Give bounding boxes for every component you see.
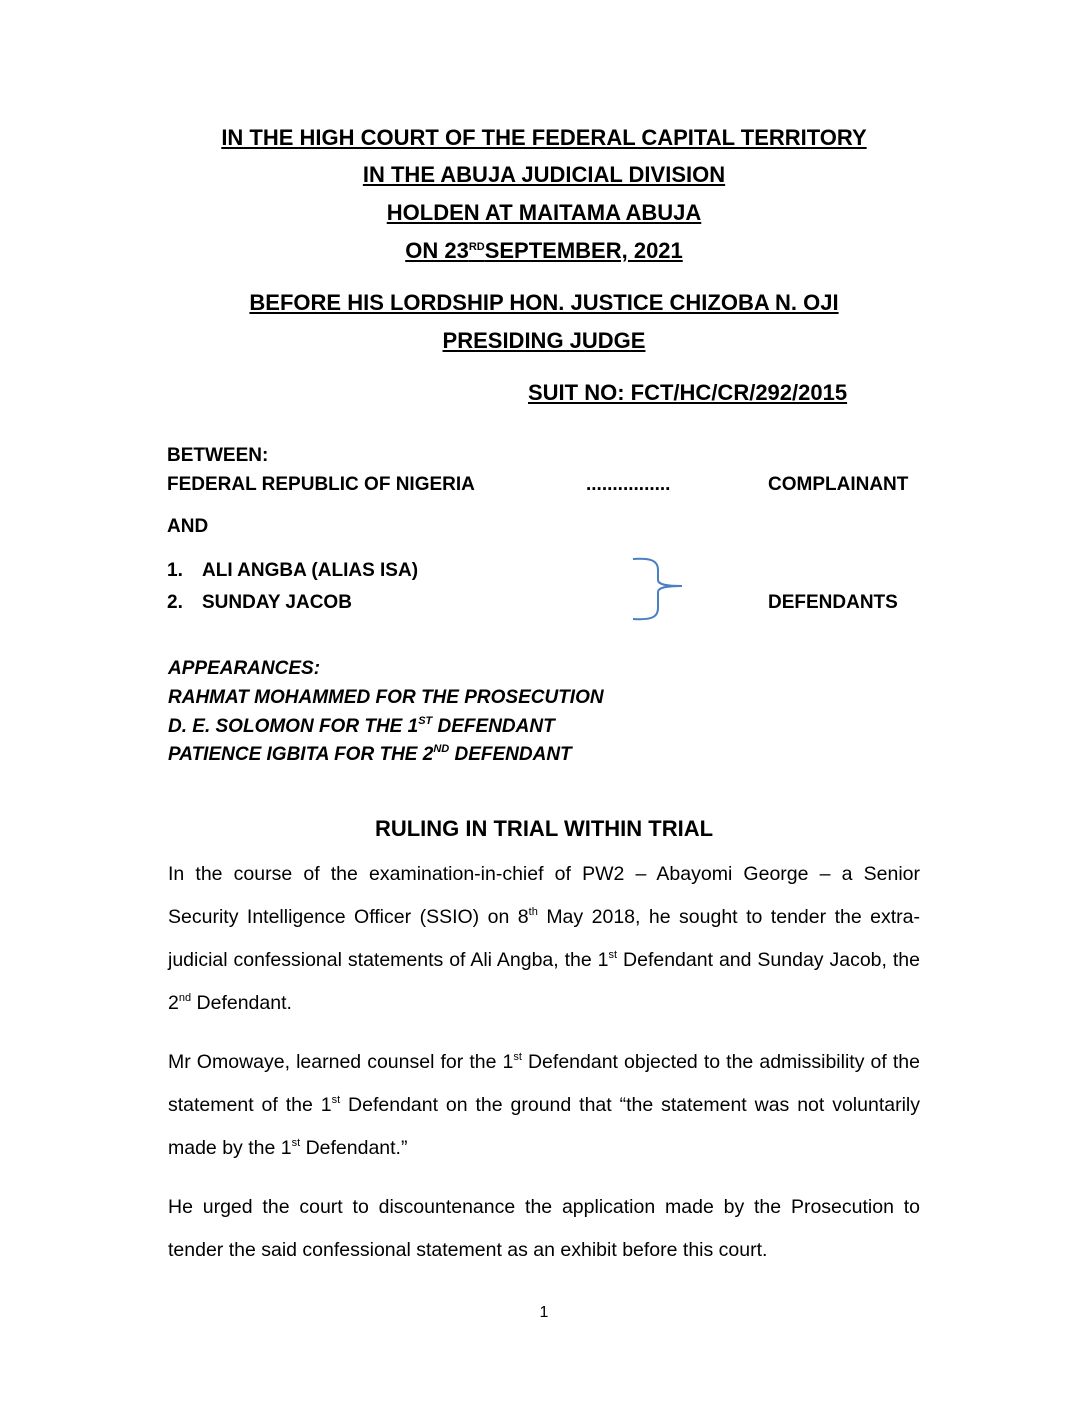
appearance-defendant-1-suffix: DEFENDANT	[432, 716, 555, 737]
paragraph-text: Defendant and Sunday Jacob, the 2	[168, 949, 920, 1014]
paragraph-text: Defendant.”	[300, 1137, 408, 1159]
paragraph-text: Defendant.	[191, 992, 292, 1014]
ruling-paragraph-2	[168, 1041, 920, 1170]
ordinal-superscript: st	[291, 1137, 301, 1149]
between-label: BETWEEN:	[167, 445, 269, 466]
court-heading: IN THE HIGH COURT OF THE FEDERAL CAPITAL TERRITORY	[221, 125, 867, 150]
appearance-defendant-1-text: D. E. SOLOMON FOR THE 1	[168, 716, 419, 737]
complainant-label: COMPLAINANT	[768, 474, 909, 495]
ordinal-superscript: ST	[418, 715, 433, 727]
appearance-defendant-1	[168, 714, 555, 740]
ruling-paragraph-3: He urged the court to discountenance the application made by the Prosecution to tender the said confessional statement as an exhibit before this court.	[168, 1196, 920, 1261]
complainant-name: FEDERAL REPUBLIC OF NIGERIA	[167, 474, 475, 495]
appearance-defendant-2-suffix: DEFENDANT	[449, 744, 572, 765]
judge-heading: BEFORE HIS LORDSHIP HON. JUSTICE CHIZOBA N. OJI	[249, 290, 839, 315]
paragraph-text: In the course of the examination-in-chief of PW2 – Abayomi George – a Senior Security Intelligence Officer (SSIO) on 8	[168, 863, 920, 928]
date-superscript: RD	[468, 241, 485, 253]
paragraph-text: Defendant objected to the admissibility of the statement of the 1	[168, 1051, 920, 1116]
paragraph-text: May 2018, he sought to tender the extra-judicial confessional statements of Ali Angba, the 1	[168, 906, 920, 971]
date-prefix: ON 23	[405, 238, 469, 263]
defendant-1-name: ALI ANGBA (ALIAS ISA)	[202, 560, 419, 581]
defendant-1-number: 1.	[167, 560, 183, 581]
curly-brace-icon	[628, 556, 688, 624]
appearance-defendant-2	[168, 742, 572, 768]
defendant-2-name: SUNDAY JACOB	[202, 592, 352, 613]
appearance-defendant-2-text: PATIENCE IGBITA FOR THE 2	[168, 744, 434, 765]
date-heading	[0, 236, 1088, 266]
complainant-dots: ................	[586, 474, 671, 495]
defendant-2-number: 2.	[167, 592, 183, 613]
defendants-label: DEFENDANTS	[768, 592, 898, 613]
and-label: AND	[167, 516, 209, 537]
division-heading: IN THE ABUJA JUDICIAL DIVISION	[362, 162, 726, 187]
page-number: 1	[539, 1304, 549, 1321]
appearance-prosecution: RAHMAT MOHAMMED FOR THE PROSECUTION	[168, 687, 604, 708]
ordinal-superscript: nd	[178, 992, 192, 1004]
ordinal-superscript: st	[608, 949, 618, 961]
ordinal-superscript: st	[331, 1094, 341, 1106]
ruling-paragraph-1	[168, 853, 920, 1025]
ordinal-superscript: st	[513, 1051, 522, 1063]
suit-number: SUIT NO: FCT/HC/CR/292/2015	[528, 380, 848, 405]
holden-heading: HOLDEN AT MAITAMA ABUJA	[386, 200, 702, 225]
ordinal-superscript: th	[528, 906, 538, 918]
date-suffix: SEPTEMBER, 2021	[484, 238, 683, 263]
ruling-title: RULING IN TRIAL WITHIN TRIAL	[374, 816, 714, 841]
paragraph-text: Defendant on the ground that “the statement was not voluntarily made by the 1	[168, 1094, 920, 1159]
paragraph-text: Mr Omowaye, learned counsel for the 1	[168, 1051, 514, 1073]
ordinal-superscript: ND	[433, 743, 450, 755]
judge-role: PRESIDING JUDGE	[442, 328, 646, 353]
appearances-heading: APPEARANCES:	[168, 658, 321, 679]
